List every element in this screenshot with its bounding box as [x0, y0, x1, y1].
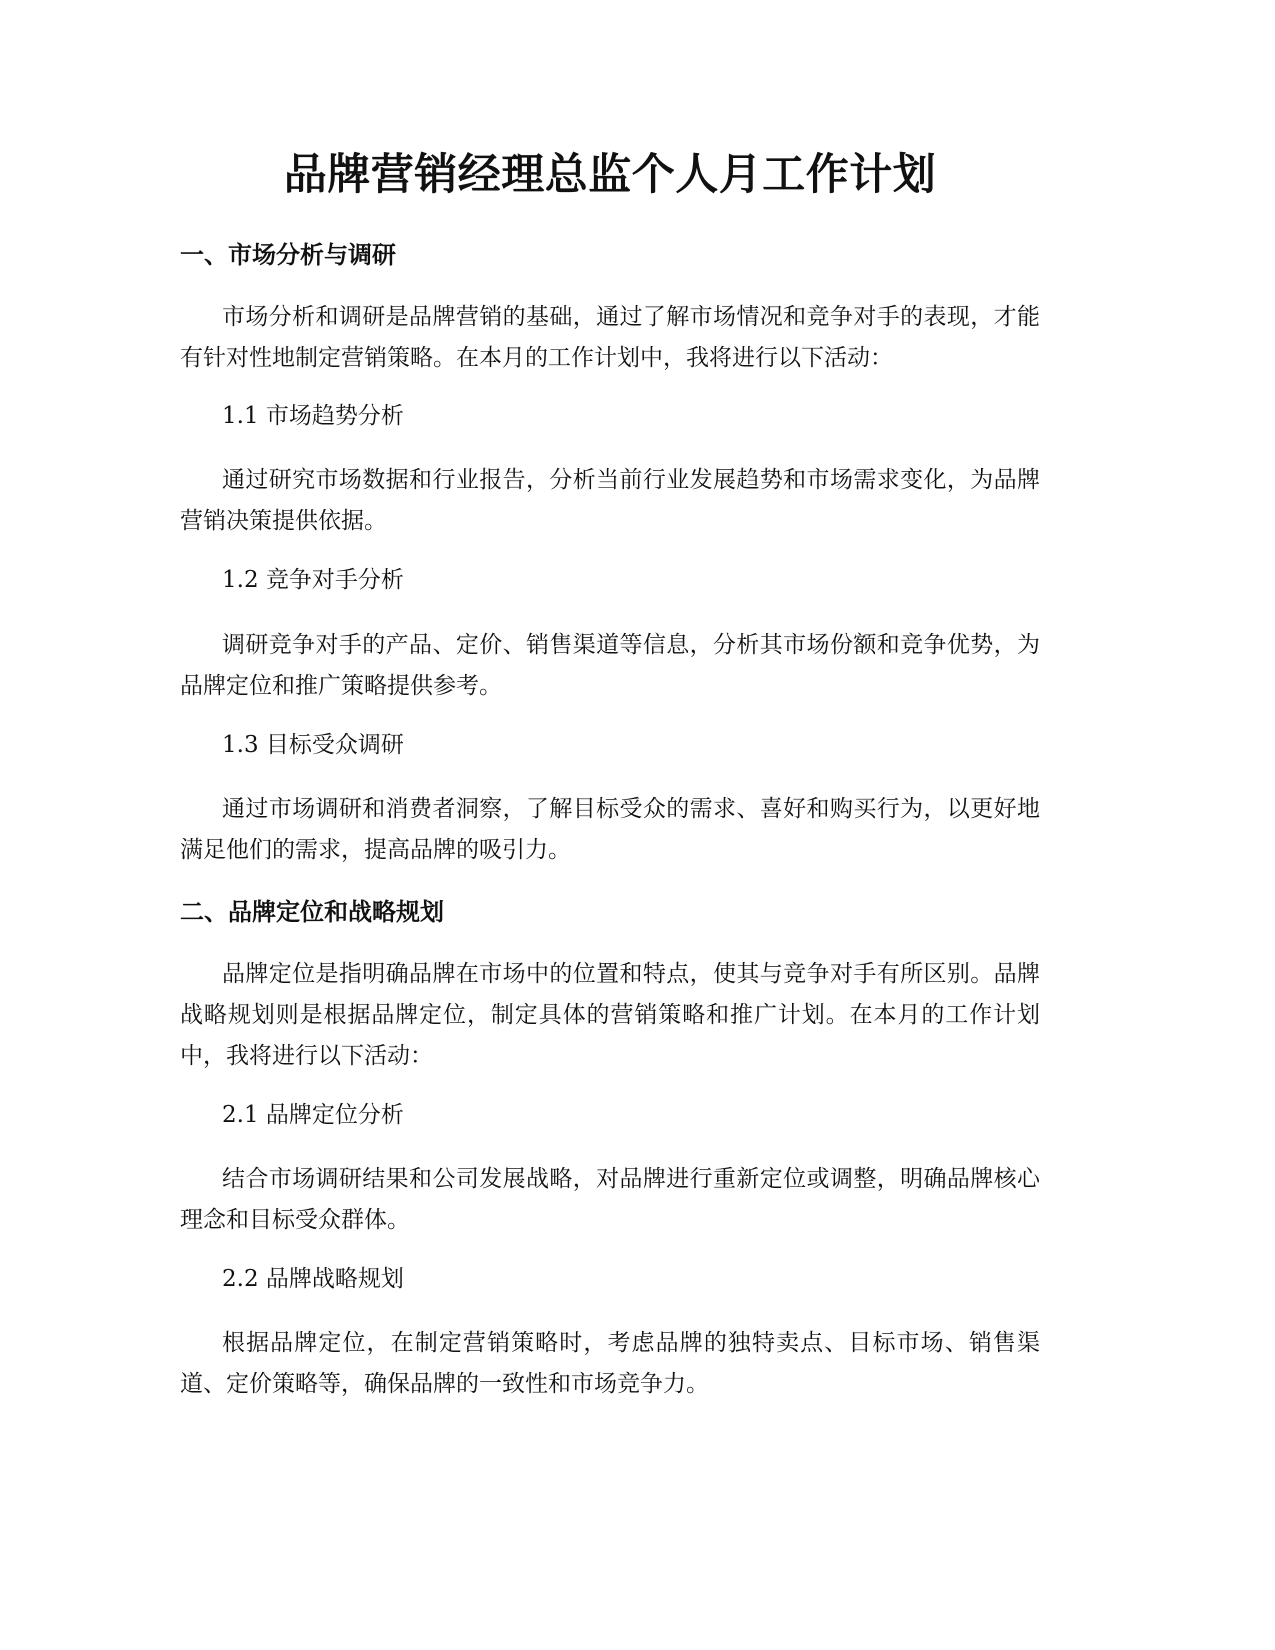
section-heading-market-analysis: 一、市场分析与调研 [180, 241, 396, 269]
subsection-heading: 2.2 品牌战略规划 [222, 1266, 404, 1292]
subsection-paragraph: 通过市场调研和消费者洞察，了解目标受众的需求、喜好和购买行为，以更好地满足他们的需求，提高品牌的吸引力。 [180, 796, 1040, 863]
document-title: 品牌营销经理总监个人月工作计划 [283, 150, 937, 200]
subsection-paragraph: 通过研究市场数据和行业报告，分析当前行业发展趋势和市场需求变化，为品牌营销决策提供依据。 [180, 467, 1040, 534]
section-heading-brand-positioning: 二、品牌定位和战略规划 [180, 898, 444, 926]
subsection-heading: 1.2 竞争对手分析 [222, 567, 404, 593]
subsection-paragraph: 调研竞争对手的产品、定价、销售渠道等信息，分析其市场份额和竞争优势，为品牌定位和推广策略提供参考。 [180, 632, 1040, 699]
subsection-heading: 2.1 品牌定位分析 [222, 1102, 404, 1128]
subsection-heading: 1.3 目标受众调研 [222, 732, 404, 758]
subsection-paragraph: 根据品牌定位，在制定营销策略时，考虑品牌的独特卖点、目标市场、销售渠道、定价策略等，确保品牌的一致性和市场竞争力。 [180, 1330, 1040, 1397]
subsection-heading: 1.1 市场趋势分析 [222, 403, 404, 429]
document-page [180, 0, 1040, 1650]
section-intro-paragraph: 品牌定位是指明确品牌在市场中的位置和特点，使其与竞争对手有所区别。品牌战略规划则是根据品牌定位，制定具体的营销策略和推广计划。在本月的工作计划中，我将进行以下活动： [180, 961, 1040, 1069]
subsection-paragraph: 结合市场调研结果和公司发展战略，对品牌进行重新定位或调整，明确品牌核心理念和目标受众群体。 [180, 1166, 1040, 1233]
section-intro-paragraph: 市场分析和调研是品牌营销的基础，通过了解市场情况和竞争对手的表现，才能有针对性地制定营销策略。在本月的工作计划中，我将进行以下活动： [180, 304, 1040, 371]
